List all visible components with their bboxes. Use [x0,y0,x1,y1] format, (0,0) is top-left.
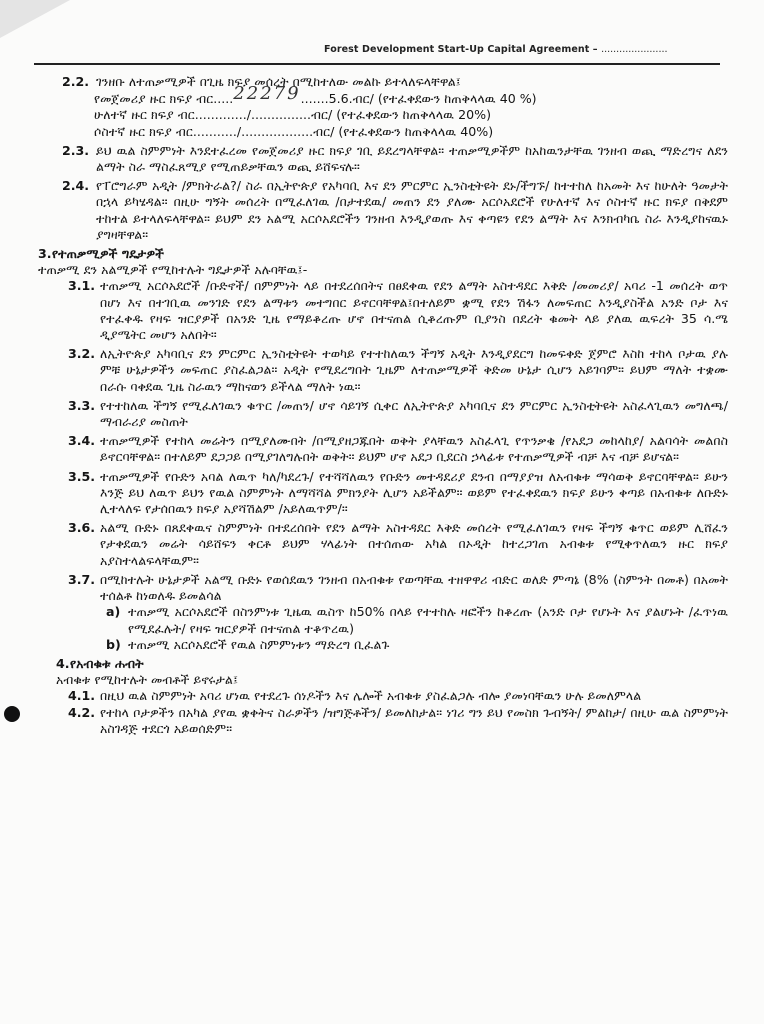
clause-text: የፐሮግራም አዲት /ምክትራል?/ ስራ በኢትዮጵያ የአካባቢ እና ደን ምርምር ኢንስቲትዩት ደኑ/ችግኙ/ ከተተከለ ከአመት እና ከሁለት ዓመታት በኋላ ይካሄዳል። በዚሁ ግኝት መሰረት በሚፈለገዉ /በታተደዉ/ መጠን ደን ያለሙ አርሶአደሮች የሁለተኛ እና ሶስተኛ ዙር ክፍያ በቅደም ተከተል ይተላለፍላቸዋል። ይህም ደን አልሚ አርሶአደሮችን ገንዘብ እንዲያወጡ እና ቀጣዩን የደን ልማት እና እንክብካቤ ስራ እንዲያከናዉኑ ያግዛቸዋል። [96,178,728,242]
clause-2-3 [38,143,728,175]
subclause-text: ተጠቃሚ አርሶአደሮች የዉል ስምምነቱን ማድረግ ቢፈልጉ [128,636,390,652]
clause-3-2 [38,346,728,395]
section-intro: ተጠቃሚ ደን አልሚዎች የሚከተሉት ግዴታዎች አሉባቸዉ፤- [38,262,308,278]
clause-3-4 [38,433,728,465]
clause-text: አልሚ ቡድኑ በጸደቀዉና ስምምነት በተደረሰበት የደን ልማት አስተዳደር እቅድ መሰረት የሚፈለገዉን የዛፍ ችግኝ ቁጥር ወይም ሊሸፈን የታቀደዉን መሬት ሳይሸፍን ቀርቶ ይህም ሃላፊነት በተሰጠው አካል በኦዲት ከተረጋገጠ አብቁቱ የሚቀጥለዉን ዙር ክፍያ አያስተላልፍላቸዉም። [100,520,728,568]
clause-2-4 [38,178,728,243]
clause-3-3 [38,398,728,430]
clause-text: ተጠቃሚዎች የቡድን አባል ለዉጥ ካለ/ካደረጉ/ የተሻሻለዉን የቡድን መተዳደሪያ ደንብ በማያያዝ ለአብቁቱ ማሳወቅ ይኖርባቸዋል። ይሁን እንጅ ይህ ለዉጥ ይህን የዉል ስምምነት ለማሻሻል ምክንያት ሊሆን አይችልም። ወይም የተፈቀደዉን ክፍያ ይሁን ቀጣይ በአብቁቱ ለቡድኑ ሊተላለፍ የታሰበዉን ክፍያ አያሻሽልም /አይለዉጥም/። [100,468,728,517]
section-number: 3. [38,246,52,262]
clause-3-5 [38,469,728,518]
clause-text: ተጠቃሚዎች የተከላ መሬትን በሚያለሙበት /በሚያዘጋጁበት ወቅት ያላቸዉን አስፈላጊ የጥንቃቄ /የአደጋ መከላከያ/ አልባሳት መልበስ ይኖርባቸዋል። በተለይም ደጋጋይ በሚያገለግሉበት ወቅት። ይህም ሆኖ አደጋ ቢደርስ ኃላፊቱ የተጠቃሚዎች ብቻ እና ብቻ ይሆናል። [100,433,728,465]
clause-text: በዚህ ዉል ስምምነት አባሪ ሆነዉ የተደረጉ ሰነዶችን እና ሌሎች አብቁቱ ያስፈልጋሉ ብሎ ያመነባቸዉን ሁሉ ይመለምላል [100,688,642,704]
subclause-letter: a) [106,604,121,620]
running-header [324,44,719,55]
document-body [38,74,728,737]
clause-number: 2.4. [62,178,90,194]
clause-number: 2.2. [62,74,90,89]
clause-3-7-a [38,604,728,636]
clause-text: ተጠቃሚ አርሶአደሮች /ቡድኖች/ በምምነት ላይ በተደረሰበትና በፀደቀዉ የደን ልማት አስተዳደር እቅድ /መመሪያ/ አባሪ -1 መሰረት ወጥ በሆነ እና በተገቢዉ መንገድ የደን ልማቱን መተግበር ይኖርባቸዋል፤በተለይም ቋሚ የደን ሽፋን ለመፍጠር እንዲያስችል አንድ ቦታ እና የተፈቀዱ የዛፍ ዝርያዎች በአንድ ጊዜ የማይቆረጡ ሆኖ በተናጠል ሲቆረጡም ቢያንስ በደረት ቁመት ላይ ያለዉ ዉፍረት 35 ሳ.ሜ ዲያሜትር መሆን አለበት። [100,278,728,343]
clause-number: 4.2. [68,704,96,720]
handwritten-amount: 22279 [233,83,301,105]
section-title: የተጠቃሚዎች ግዴታዎች [52,246,165,262]
clause-number: 3.1. [68,278,96,294]
clause-number: 3.6. [68,520,96,536]
clause-number: 4.1. [68,688,96,704]
clause-text: በሚከተሉት ሁኔታዎች አልሚ ቡድኑ የወሰደዉን ገንዘብ በአብቁቱ የወጣቸዉ ተዘዋዋሪ ብድር ወለድ ምጣኔ (8% (ስምንት በመቶ) በአመት ተሰልቶ ከነወለዱ ይመልሳል [100,571,728,604]
clause-3-1 [38,278,728,343]
clause-3-7-b [38,637,728,653]
clause-number: 3.7. [68,571,96,587]
clause-3-7 [38,572,728,604]
clause-text: የተተከለዉ ችግኝ የሚፈለገዉን ቁጥር /መጠን/ ሆኖ ሳይገኝ ሲቀር ለኢትዮጵያ አካባቢና ደን ምርምር ኢንስቲትዩት አስፈላጊዉን መግለጫ/ማብራሪያ መስጠት [100,397,728,430]
section-intro: አብቁቱ የሚከተሉት መብቶች ይኖሩታል፤ [56,672,239,688]
header-blank: ...................... [601,44,668,55]
section-title: የአብቁቱ ሐብት [70,655,144,671]
clause-number: 3.2. [68,346,96,362]
payment-round-1: የመጀመሪያ ዙር ክፍያ ብር.....22279.......5.6.ብር/ (የተፈቀደውን ከጠቅላላዉ 40 %) [94,83,537,107]
payment-round-2: ሁለተኛ ዙር ክፍያ ብር............./...............ብር/ (የተፈቀደውን ከጠቅላላዉ 20%) [94,107,492,123]
clause-text: ለኢትዮጵያ አካባቢና ደን ምርምር ኢንስቲትዩት ተወካይ የተተከለዉን ችግኝ አዲት እንዲያደርግ ከመፍቀድ ጀምሮ እስከ ተከላ ቦታዉ ያሉ ምቹ ሁኔታዎችን መፍጠር ያስፈልጋል። አዲት የሚደረግበት ጊዜም ለተጠቃሚዎች ቅድመ ሁኔታ ሲሆን አይገባም። ይህም ማለት ተቋሙ በራሱ ባቀደዉ ጊዜ ስራዉን ማከናወን ይችላል ማለት ነዉ። [100,346,728,394]
header-title: Forest Development Start-Up Capital Agreement – [324,44,598,55]
clause-text: የተከላ ቦታዎችን በአካል ያየዉ ቋቀትና ስራዎችን /ዝግጅቶችን/ ይመለከታል። ነገሪ ግን ይህ የመስክ ጉብኝት/ ምልከታ/ በዚሁ ዉል ስምምነት አስገዳጅ ተደርጎ አይወሰድም። [100,704,728,736]
clause-text: ይህ ዉል ስምምነት እንደተፈረመ የመጀመሪያ ዙር ክፍያ ገቢ ይደረግላቸዋል። ተጠቃሚዎችም ከአከዉንታቸዉ ገንዘብ ወጪ ማድረግና ለደን ልማት ስራ ማስፈጸሚያ የሚጠይቃቸዉን ወጪ ይሸፍናሉ። [96,142,728,175]
header-rule [34,63,720,65]
clause-4-2 [38,705,728,737]
subclause-letter: b) [106,636,121,652]
clause-line: ገንዘቡ ለተጠቃሚዎች በጊዜ ክፍያ መሰረት በሚከተለው መልኩ ይተላለፍላቸዋል፤ [96,74,461,89]
clause-4-1 [38,688,728,704]
section-4 [38,656,728,688]
payment-round-3: ሶስተኛ ዙር ክፍያ ብር.........../..................ብር/ (የተፈቀደውን ከጠቅላላዉ 40%) [94,123,494,139]
clause-3-6 [38,520,728,569]
subclause-text: ተጠቃሚ አርሶአደሮች በስንምነቱ ጊዜዉ ዉስጥ ከ50% በላይ የተተከሉ ዛፎችን ከቆረጡ (አንድ ቦታ የሆኑት እና ያልሆኑት /ፈጥነዉ የሚደፈሉት/ የዛፍ ዝርያዎች በተናጠል ተቆጥረዉ) [128,604,728,636]
clause-number: 2.3. [62,142,90,158]
clause-number: 3.3. [68,397,96,413]
clause-number: 3.5. [68,468,96,484]
punch-hole [4,706,20,722]
section-3 [38,246,728,278]
clause-number: 3.4. [68,433,96,449]
clause-2-2 [38,74,728,140]
folded-corner [0,0,70,38]
section-number: 4. [56,655,70,671]
